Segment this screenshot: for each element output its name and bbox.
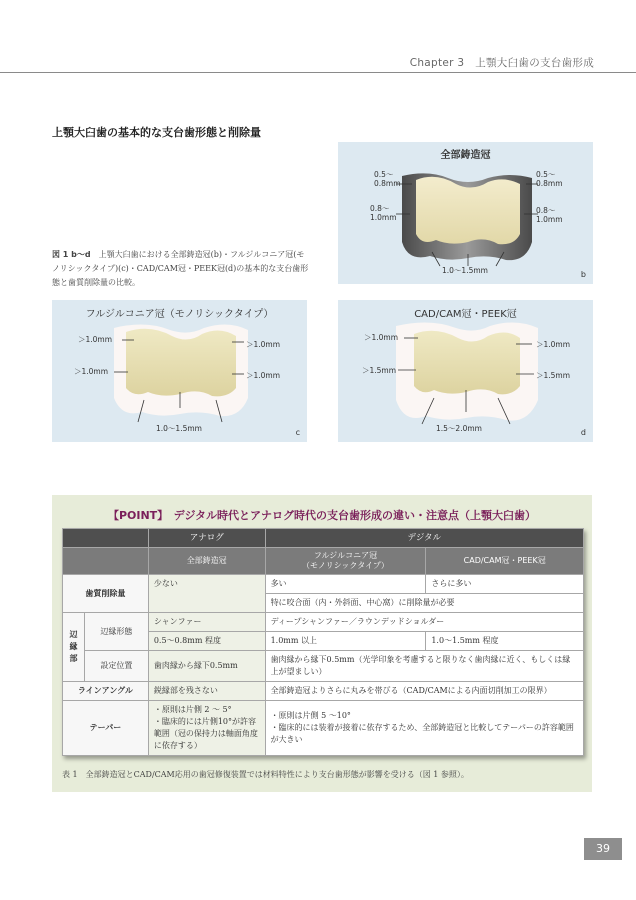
subheader-cadcam: CAD/CAM冠・PEEK冠 [426,548,584,575]
figure-b-label: b [580,270,586,279]
comparison-table [62,528,584,756]
figure-b-ann-left-mid: 0.8〜 1.0mm [370,204,397,222]
figure-c-ann-right-mid: ＞1.0mm [246,371,281,380]
point-title: 【POINT】 デジタル時代とアナログ時代の支台歯形成の違い・注意点（上顎大臼歯） [107,509,537,522]
header-rule [0,72,636,73]
figure-c-title: フルジルコニア冠（モノリシックタイプ） [85,309,274,320]
cell-margin-position-analog: 歯肉縁から縁下0.5mm [148,651,265,682]
figure-c-label: c [295,428,300,437]
figure-c-ann-left-mid: ＞1.0mm [74,367,109,376]
figure-caption [52,248,312,290]
figure-d-ann-left-mid: ＞1.5mm [362,366,397,375]
figure-d-title: CAD/CAM冠・PEEK冠 [414,309,517,320]
row-label-line-angle: ラインアングル [63,682,149,701]
cell-reduction-cadcam: さらに多い [426,575,584,594]
taper-analog-line-1: ・原則は片側 2 〜 5° [153,705,232,714]
subheader-full-cast: 全部鋳造冠 [148,548,265,575]
row-label-margin-position: 設定位置 [84,651,148,682]
cell-reduction-zirconia: 多い [265,575,426,594]
table-header-row [63,529,584,548]
cell-margin-form-analog-2: 0.5〜0.8mm 程度 [148,632,265,651]
table-row [63,682,584,701]
table-row [63,613,584,632]
cell-reduction-note: 特に咬合面（内・外斜面、中心窩）に削除量が必要 [265,594,583,613]
cell-margin-position-digital: 歯肉縁から縁下0.5mm（光学印象を考慮すると限りなく歯肉縁に近く、もしくは縁上が望ましい） [265,651,583,682]
cell-line-angle-digital: 全部鋳造冠よりさらに丸みを帯びる（CAD/CAMによる内面切削加工の限界） [265,682,583,701]
header-digital: デジタル [265,529,583,548]
table-note: 表 1 全部鋳造冠とCAD/CAM応用の歯冠修復装置では材料特性により支台歯形態が影響を受ける（図 1 参照）。 [62,770,469,779]
figure-b-ann-right-top: 0.5〜 0.8mm [536,170,563,188]
header-analog: アナログ [148,529,265,548]
section-title: 上顎大臼歯の基本的な支台歯形態と削除量 [52,126,261,139]
cell-margin-form-cadcam-2: 1.0〜1.5mm 程度 [426,632,584,651]
cell-line-angle-analog: 鋭縁部を残さない [148,682,265,701]
figure-d-ann-left-top: ＞1.0mm [364,333,399,342]
taper-digital-line-1: ・原則は片側 5 〜10° [270,711,351,720]
subheader-blank [63,548,149,575]
figure-d-ann-right-mid: ＞1.5mm [536,371,571,380]
figure-c-ann-bottom: 1.0〜1.5mm [156,424,202,433]
figure-c-ann-left-top: ＞1.0mm [78,335,113,344]
figure-b-ann-left-top: 0.5〜 0.8mm [374,170,401,188]
cell-taper-analog [148,701,265,756]
figure-d-label: d [580,428,586,437]
table-subheader-row [63,548,584,575]
cell-margin-form-zirconia-2: 1.0mm 以上 [265,632,426,651]
taper-analog-line-2: ・臨床的には片側10°が許容範囲（冠の保持力は軸面角度に依存する） [153,717,258,750]
table-row [63,651,584,682]
figure-d-panel [338,300,593,442]
chapter-header: Chapter 3 上顎大臼歯の支台歯形成 [409,57,594,69]
point-box [52,495,592,792]
figure-b-ann-bottom: 1.0〜1.5mm [442,266,488,275]
figure-b-title: 全部鋳造冠 [440,150,491,161]
figure-c-ann-right-top: ＞1.0mm [246,340,281,349]
cell-reduction-analog: 少ない [148,575,265,613]
row-label-taper: テーパー [63,701,149,756]
figure-c-panel [52,300,307,442]
header-blank [63,529,149,548]
table-row [63,701,584,756]
page-number-box [584,838,622,860]
taper-digital-line-2: ・臨床的には装着が接着に依存するため、全部鋳造冠と比較してテーパーの許容範囲が大きい [270,723,574,744]
table-row [63,575,584,594]
cell-margin-form-analog-1: シャンファー [148,613,265,632]
row-label-reduction: 歯質削除量 [63,575,149,613]
figure-d-ann-right-top: ＞1.0mm [536,340,571,349]
figure-b-panel [338,142,593,284]
caption-text: 上顎大臼歯における全部鋳造冠(b)・フルジルコニア冠(モノリシックタイプ)(c)・CAD/CAM冠・PEEK冠(d)の基本的な支台歯形態と歯質削除量の比較。 [52,250,309,287]
figure-b-ann-right-mid: 0.8〜 1.0mm [536,206,563,224]
cell-margin-form-digital: ディープシャンファー／ラウンデッドショルダー [265,613,583,632]
page-number: 39 [596,842,610,855]
caption-label: 図 1 b〜d [52,250,91,259]
figure-d-ann-bottom: 1.5〜2.0mm [436,424,482,433]
row-group-margin: 辺 縁 部 [63,613,85,682]
cell-taper-digital [265,701,583,756]
row-label-margin-form: 辺縁形態 [84,613,148,651]
subheader-zirconia: フルジルコニア冠 （モノリシックタイプ） [265,548,426,575]
